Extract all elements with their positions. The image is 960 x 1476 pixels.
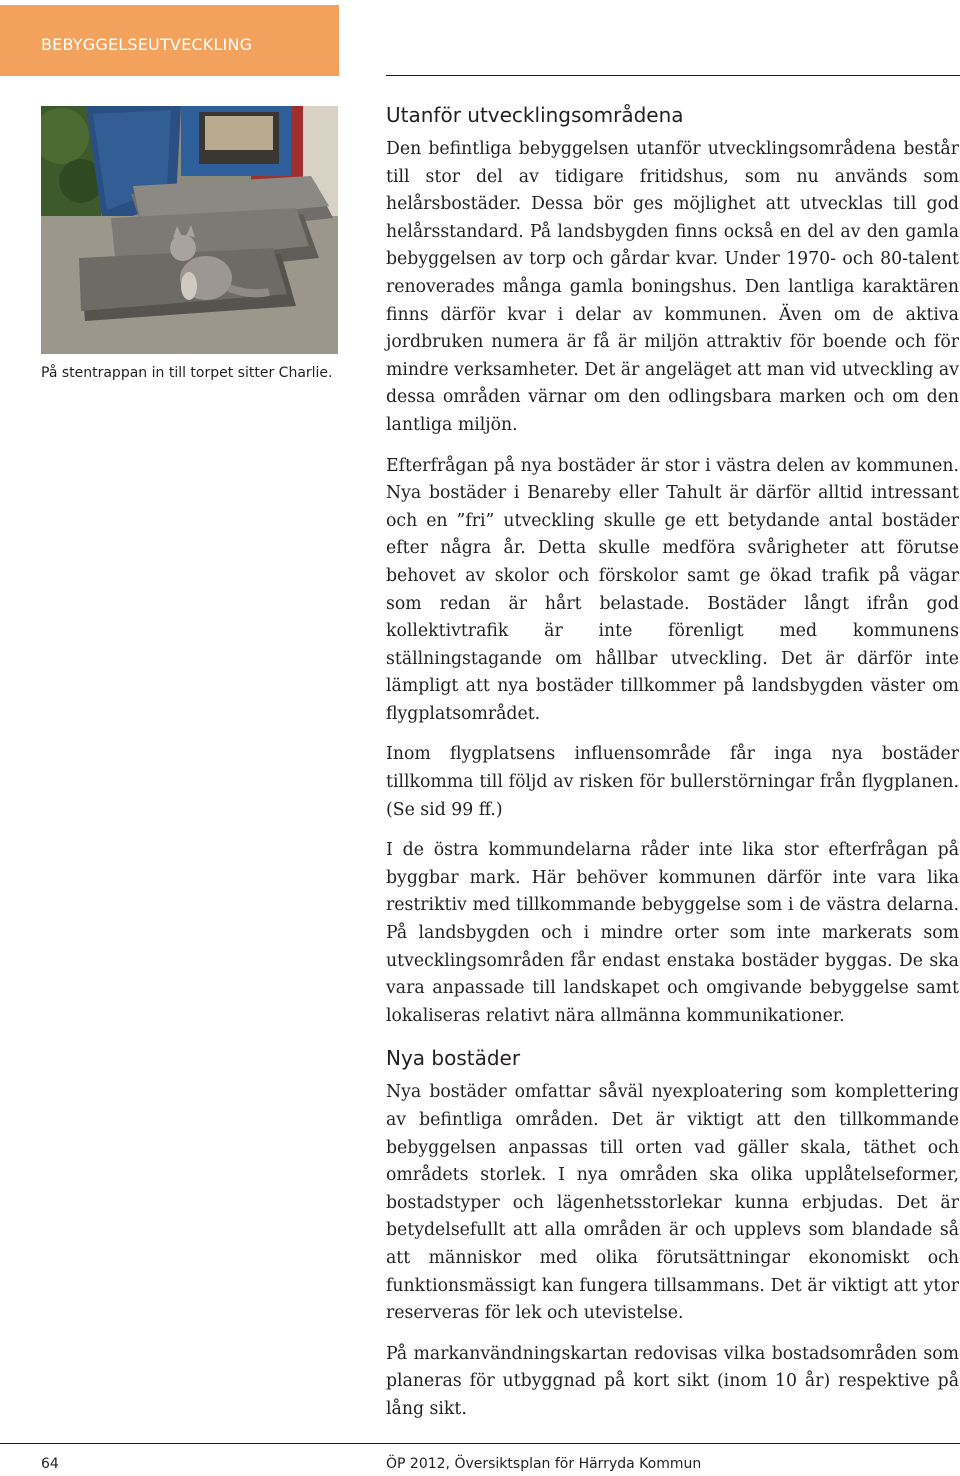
body-paragraph: I de östra kommundelarna råder inte lika stor efterfrågan på byggbar mark. Här behöver kommunen därför inte vara lika restriktiv med tillkommande bebyggelse som i de västra delarna. På landsbygden och i mindre orter som inte markerats som utvecklingsområden får endast enstaka bostäder byggas. De ska vara anpassade till landskapet och omgivande bebyggelse samt lokaliseras relativt nära allmänna kommunikationer.	[386, 840, 959, 1026]
section-heading-outside-development-areas: Utanför utvecklingsområdena	[386, 103, 684, 127]
body-paragraph: Nya bostäder omfattar såväl nyexploatering som komplettering av befintliga områden. Det är viktigt att den tillkommande bebyggelsen anpassas till orten vad gäller skala, täthet och områdets storlek. I nya områden ska olika upplåtelseformer, bostadstyper och lägenhetsstorlekar kunna erbjudas. Det är betydelsefullt att alla områden är och upplevs som blandade så att människor med olika förutsättningar ekonomiskt och funktionsmässigt kan fungera tillsammans. Det är viktigt att ytor reserveras för lek och utevistelse.	[386, 1082, 959, 1324]
photo-cat-on-stone-steps	[41, 106, 338, 354]
section-heading-new-housing: Nya bostäder	[386, 1046, 521, 1071]
body-paragraph: Den befintliga bebyggelsen utanför utvecklingsområdena består till stor del av tidigare fritidshus, som nu används som helårsbostäder. Dessa bör ges möjlighet att utvecklas till god helårsstandard. På landsbygden finns också en del av den gamla bebyggelsen av torp och gårdar kvar. Under 1970- och 80-talent renoverades många gamla boningshus. Den lantliga karaktären finns därför kvar i delar av kommunen. Även om de aktiva jordbruken numera är få är miljön attraktiv för boende och för mindre verksamheter. Det är angeläget att man vid utveckling av dessa områden värnar om den odlingsbara marken och om den lantliga miljön.	[386, 139, 959, 435]
publication-title: ÖP 2012, Översiktsplan för Härryda Kommun	[386, 1456, 702, 1472]
footer-divider	[0, 1443, 960, 1444]
section-header-tab	[0, 5, 339, 76]
page-number: 64	[41, 1456, 59, 1472]
top-divider	[386, 75, 960, 76]
body-paragraph: På markanvändningskartan redovisas vilka bostadsområden som planeras för utbyggnad på kort sikt (inom 10 år) respektive på lång sikt.	[386, 1343, 959, 1419]
body-paragraph: Inom flygplatsens influensområde får inga nya bostäder tillkomma till följd av risken för bullerstörningar från flygplanen. (Se sid 99 ff.)	[386, 744, 959, 820]
section-label: BEBYGGELSEUTVECKLING	[41, 35, 253, 54]
body-paragraph: Efterfrågan på nya bostäder är stor i västra delen av kommunen. Nya bostäder i Benareby eller Tahult är därför alltid intressant och en ”fri” utveckling skulle ge ett betydande antal bostäder efter några år. Detta skulle medföra svårigheter att förutse behovet av skolor och förskolor samt ge ökad trafik på vägar som redan är hårt belastade. Bostäder långt ifrån god kollektivtrafik är inte förenligt med kommunens ställningstagande om hållbar utveckling. Det är därför inte lämpligt att nya bostäder tillkommer på landsbygden väster om flygplatsområdet.	[386, 455, 959, 724]
main-text-column	[386, 100, 959, 1437]
photo-caption: På stentrappan in till torpet sitter Charlie.	[41, 365, 333, 381]
